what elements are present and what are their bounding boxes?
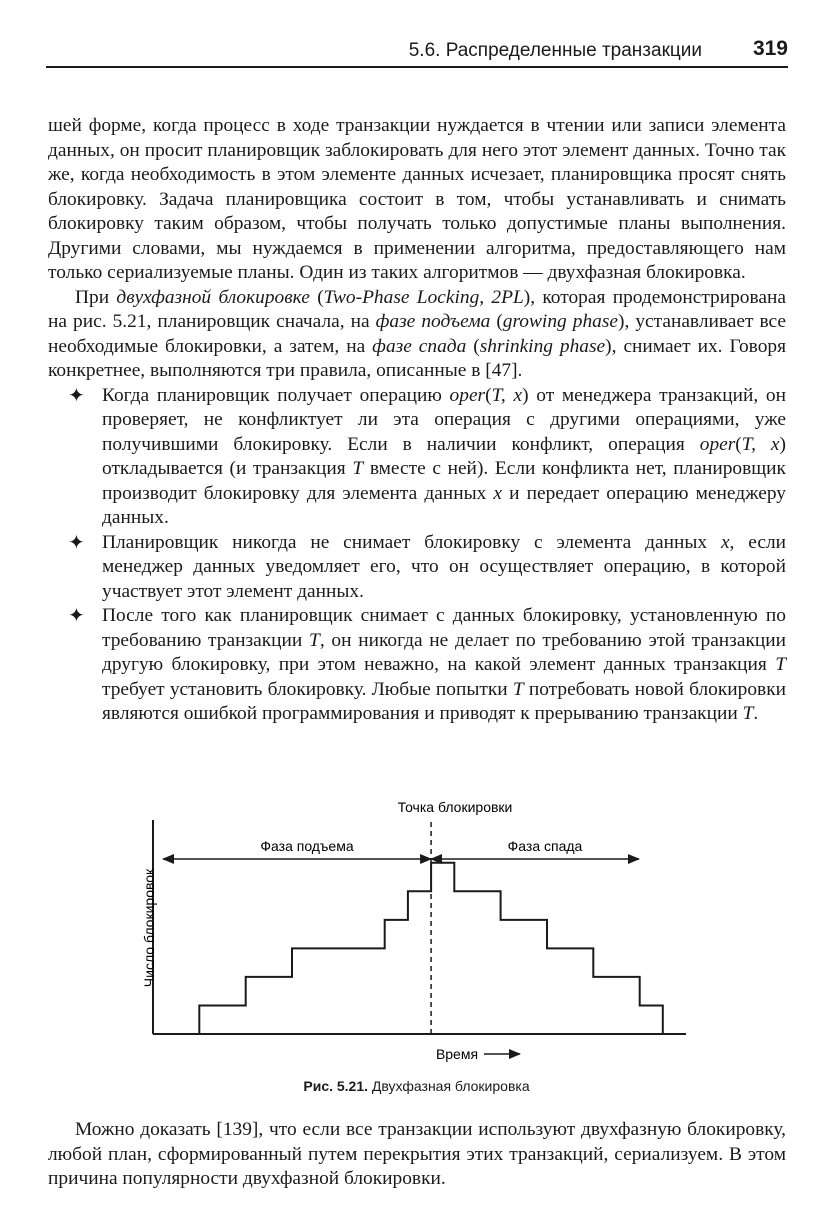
chart-title: Точка блокировки xyxy=(397,799,513,815)
paragraph-2 xyxy=(48,286,786,384)
math: T xyxy=(512,678,524,700)
text: ) откладывается (и транзакция xyxy=(102,433,786,479)
text: ), которая продемонстрирована на рис. 5.21, планировщик сначала, на xyxy=(48,286,786,332)
text: . xyxy=(753,703,759,724)
text: Планировщик никогда не снимает блокировку с элемента данных xyxy=(102,531,721,553)
term-shrinking-ru: фазе спада xyxy=(372,335,467,357)
x-axis-label: Время xyxy=(435,1046,479,1062)
list-item xyxy=(48,531,786,605)
math: oper xyxy=(449,384,486,406)
bullet-icon: ✦ xyxy=(68,531,85,554)
rules-list xyxy=(48,384,786,727)
y-axis-label: Число блокировок xyxy=(141,868,157,988)
text: , он никогда не делает по требованию этой транзакции другую блокировку, при этом неважно, на какой элемент данных транзакция xyxy=(102,629,787,675)
text: После того как планировщик снимает с данных блокировку, установленную по требованию транзакции xyxy=(102,605,786,651)
paragraph-1: шей форме, когда процесс в ходе транзакции нуждается в чтении или записи элемента данных, он просит планировщик заблокировать для него этот элемент данных. Точно так же, когда необходимость в этом элементе данных исчезает, планировщика просят снять блокировку. Задача планировщика состоит в том, чтобы устанавливать и снимать блокировку таким образом, чтобы получать только допустимые планы выполнения. Другими словами, мы нуждаемся в применении алгоритма, предоставляющего нам только сериализуемые планы. Один из таких алгоритмов — двухфазная блокировка. xyxy=(48,115,786,283)
text: Когда планировщик получает операцию xyxy=(102,384,450,406)
caption-text: Двухфазная блокировка xyxy=(368,1078,530,1094)
text: требует установить блокировку. Любые попытки xyxy=(102,678,513,700)
body-text xyxy=(48,114,786,727)
math: oper xyxy=(699,433,736,455)
list-item xyxy=(48,384,786,531)
bullet-icon: ✦ xyxy=(68,384,85,407)
text: ), устанавливает все необходимые блокировки, а затем, на xyxy=(48,311,786,357)
shrinking-phase-label: Фаза спада xyxy=(507,838,583,854)
section-title: 5.6. Распределенные транзакции xyxy=(408,40,702,61)
text: При xyxy=(75,286,117,308)
bullet-icon: ✦ xyxy=(68,605,85,627)
two-phase-locking-figure xyxy=(120,790,720,1100)
term-growing-ru: фазе подъема xyxy=(375,311,491,332)
text: вместе с ней). Если конфликта нет, планировщик производит блокировку для элемента данных xyxy=(102,458,786,504)
math: T xyxy=(742,703,754,724)
running-header xyxy=(46,36,788,68)
text: ( xyxy=(490,311,503,332)
caption-label: Рис. 5.21. xyxy=(303,1078,369,1094)
math: x xyxy=(720,531,730,553)
page-number: 319 xyxy=(752,37,788,60)
math: T, x xyxy=(741,433,780,455)
chart-svg xyxy=(120,790,720,1100)
term-2pl-ru: двухфазной блокировке xyxy=(116,286,310,308)
text: потребовать новой блокировки являются ошибкой программирования и приводят к прерыванию транзакции xyxy=(102,678,787,724)
text: ( xyxy=(466,335,480,357)
text: ), снимает их. Говоря конкретнее, выполняются три правила, описанные в [47]. xyxy=(48,335,787,381)
text: ( xyxy=(309,286,324,308)
figure-caption xyxy=(0,1078,833,1094)
text: , если менеджер данных уведомляет его, что он осуществляет операцию, в которой участвует этот элемент данных. xyxy=(102,531,786,602)
term-shrinking-en: shrinking phase xyxy=(479,335,606,357)
lock-count-series xyxy=(153,863,663,1034)
term-growing-en: growing phase xyxy=(502,311,618,332)
term-2pl-en: Two-Phase Locking, 2PL xyxy=(323,286,524,308)
list-item xyxy=(48,604,786,727)
text: и передает операцию менеджеру данных. xyxy=(102,482,786,528)
text: ( xyxy=(485,384,492,406)
text: ) от менеджера транзакций, он проверяет, не конфликтует ли эта операция с другими операциями, уже получившими блокировку. Если в наличии конфликт, операция xyxy=(102,384,786,455)
paragraph-3: Можно доказать [139], что если все транзакции используют двухфазную блокировку, любой план, сформированный путем перекрытия этих транзакций, сериализуем. В этом причина популярности двухфазной блокировки. xyxy=(48,1119,786,1189)
math: T xyxy=(352,458,364,479)
math: x xyxy=(493,482,503,504)
math: T, x xyxy=(491,384,523,406)
math: T xyxy=(775,654,786,675)
text: ( xyxy=(735,433,742,455)
math: T xyxy=(309,629,320,651)
growing-phase-label: Фаза подъема xyxy=(260,838,354,854)
